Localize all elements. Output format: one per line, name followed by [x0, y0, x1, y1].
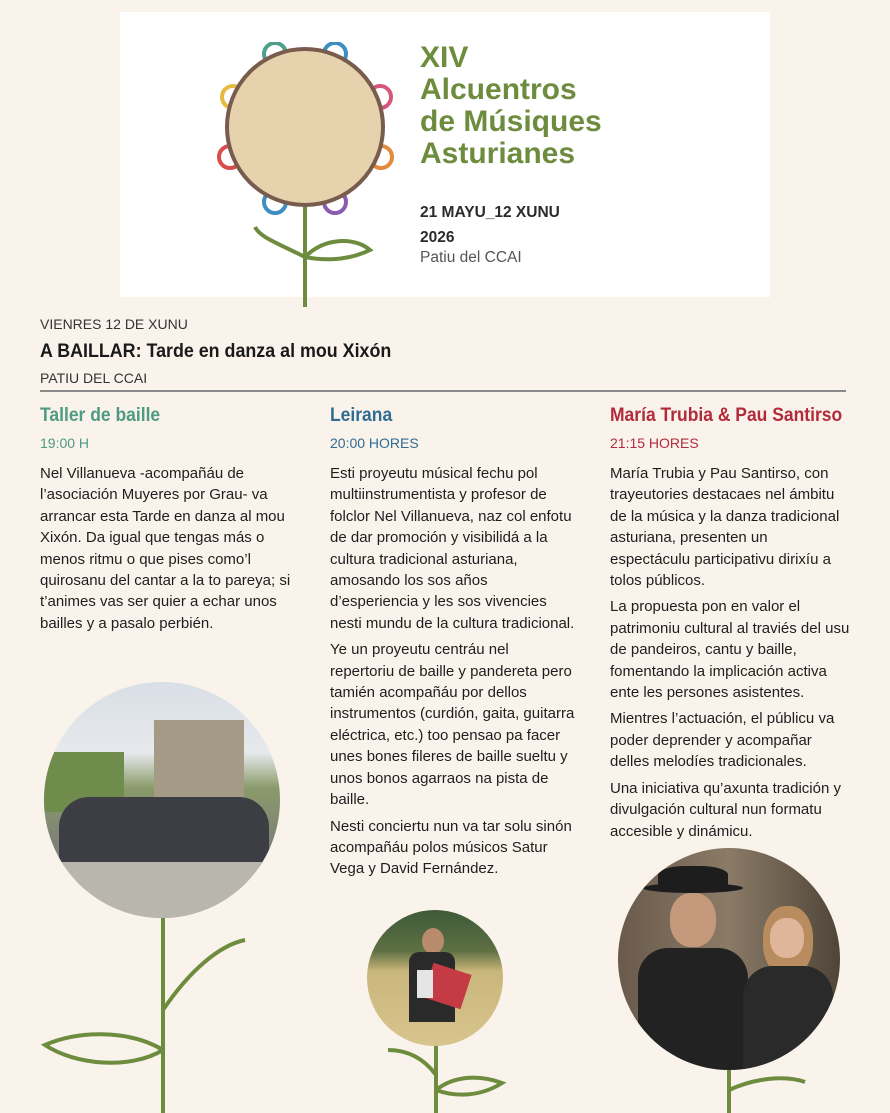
- act-paragraph: Ye un proyeutu centráu nel repertoriu de baille y pandereta pero tamién acompañáu por dellos instrumentos (curdión, gaita, guitarra eléctrica, etc.) too pensao pa facer unes bones fileres de baille sueltu y unos bonos agarraos na pista de baille.: [330, 641, 575, 809]
- act-paragraph: Mientres l’actuación, el públicu va poder deprender y acompañar delles melodíes tradicionales.: [610, 710, 835, 771]
- act-time: 21:15 HORES: [610, 435, 699, 451]
- divider: [40, 390, 846, 392]
- flower-logo-icon: [215, 42, 405, 307]
- flower-stem-left-icon: [30, 900, 270, 1113]
- festival-venue: Patiu del CCAI: [420, 249, 522, 266]
- festival-title-line: XIV: [420, 41, 469, 74]
- duo-photo: [618, 848, 840, 1070]
- flower-stem-middle-icon: [380, 1035, 510, 1113]
- festival-header: [120, 12, 770, 297]
- event-venue: PATIU DEL CCAI: [40, 370, 148, 386]
- act-name: Taller de baille: [40, 405, 161, 426]
- festival-title-line: Asturianes: [420, 137, 576, 170]
- festival-title: [420, 42, 602, 170]
- act-time: 20:00 HORES: [330, 435, 419, 451]
- accordion-player-photo: [367, 910, 503, 1046]
- festival-dates-line: 21 MAYU_12 XUNU: [420, 204, 560, 221]
- act-name: María Trubia & Pau Santirso: [610, 405, 843, 426]
- festival-title-line: de Músiques: [420, 105, 602, 138]
- event-day: VIENRES 12 DE XUNU: [40, 316, 188, 332]
- act-name: Leirana: [330, 405, 393, 426]
- group-photo: [44, 682, 280, 918]
- act-column-taller: [40, 405, 295, 639]
- act-paragraph: La propuesta pon en valor el patrimoniu cultural al traviés del usu de pandeiros, cantu y baille, fomentando la implicación activa ente les persones asistentes.: [610, 598, 850, 702]
- act-paragraph: Una iniciativa qu’axunta tradición y divulgación cultural nun formatu accesible y dinámicu.: [610, 779, 841, 840]
- act-time: 19:00 H: [40, 435, 90, 451]
- act-column-trubia-santirso: [610, 405, 850, 847]
- act-paragraph: Esti proyeutu músical fechu pol multiinstrumentista y profesor de folclor Nel Villanueva, naz col enfotu de dar promoción y visibilidá a la cultura tradicional asturiana, amosando los sos años d’esperiencia y les sos vivencies nesti mundu de la cultura tradicional.: [330, 465, 575, 632]
- act-paragraph: Nel Villanueva -acompañáu de l’asociación Muyeres por Grau- va arrancar esta Tarde en danza al mou Xixón. Da igual que tengas más o menos ritmu o que pises como’l quirosanu del cantar a la to pareya; si t’animes vas ser quier a echar unos bailles y a pasalo perbién.: [40, 465, 291, 632]
- festival-dates: [420, 200, 560, 250]
- act-column-leirana: [330, 405, 575, 885]
- act-paragraph: María Trubia y Pau Santirso, con trayeutories destacaes nel ámbitu de la música y la danza tradicional asturiana, presenten un espectáculu participativu dirixíu a tolos públicos.: [610, 465, 840, 590]
- event-title: A BAILLAR: Tarde en danza al mou Xixón: [40, 341, 392, 362]
- festival-title-line: Alcuentros: [420, 73, 577, 106]
- act-paragraph: Nesti conciertu nun va tar solu sinón acompañáu polos músicos Satur Vega y David Fernández.: [330, 817, 572, 878]
- festival-year: 2026: [420, 229, 455, 246]
